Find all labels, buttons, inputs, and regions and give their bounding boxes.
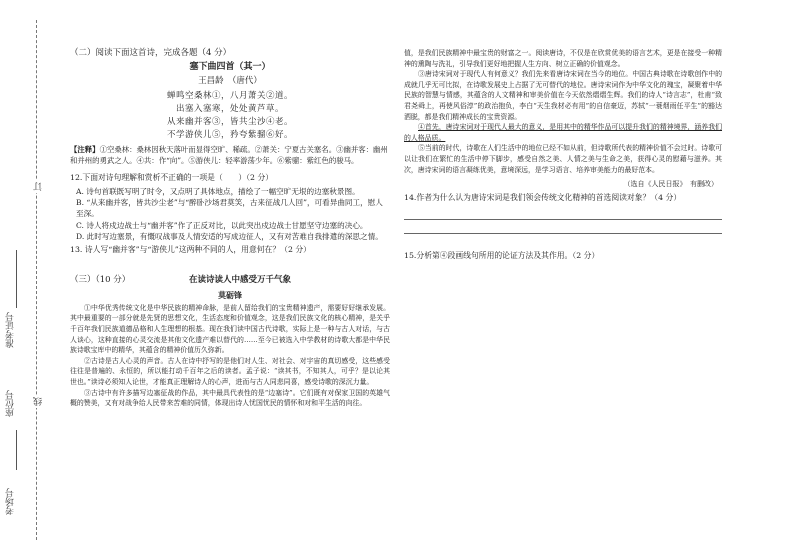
poem-author: 王昌龄 （唐代） (198, 76, 262, 87)
id-number-label: 准考证号 (6, 312, 16, 348)
question-15: 15.分析第④段画线句所用的论证方法及其作用。（2 分） (404, 250, 600, 260)
underlined-sentence: ④首先，唐诗宋词对于现代人最大的意义，是用其中的精华作品可以提升我们的精神境界，涵养我们的人格品质。 (404, 123, 722, 142)
question-13: 13. 诗人写“幽并客”与“游侠儿”这两种不同的人，用意何在？（2 分） (70, 244, 311, 254)
article-paragraph: ⑤当前的时代，诗歌在人们生活中的地位已经不如从前，但诗歌所代表的精神价值不会过时。诗歌可以让我们在繁忙的生活中停下脚步，感受自然之美、人情之美与生命之美，获得心灵的慰藉与滋养。其次，唐诗宋词的语言凝练优美，意境深远，是学习语言、培养审美能力的最好范本。 (404, 144, 722, 174)
poem-line: 蝉鸣空桑林①，八月萧关②道。 (166, 90, 293, 101)
seat-number-label: 座位号 (6, 390, 16, 417)
line-mark: 线 (34, 397, 44, 406)
binding-dashed-line (36, 20, 37, 540)
poem-line: 出塞入塞寒，处处黄芦草。 (175, 103, 284, 114)
id-number-blank (16, 250, 17, 308)
poem-title: 塞下曲四首（其一） (189, 62, 271, 73)
article-paragraph: ③唐诗宋词对于现代人有何意义？我们先来看唐诗宋词在当今的地位。中国古典诗歌在诗歌创作中的成就几乎无可比拟，在诗歌发展史上占据了无可替代的地位。唐诗宋词作为中华文化的瑰宝，凝聚着中华民族的智慧与情感，其蕴含的人文精神和审美价值在今天依然熠熠生辉。我们的诗人“诗言志”，杜甫“致君尧舜上，再使风俗淳”的政治抱负，李白“天生我材必有用”的自信豪迈，苏轼“一蓑烟雨任平生”的豁达洒脱，都是我们精神成长的宝贵资源。 (404, 70, 722, 121)
q12-option-a: A. 诗句首联既写明了时令，又点明了具体地点，描绘了一幅空旷无垠的边塞秋景图。 (76, 186, 360, 196)
question-12: 12.下面对诗句理解和赏析不正确的一项是（ ）（2 分） (70, 173, 274, 183)
note-text: ①空桑林：桑林因秋天落叶而显得空旷、稀疏。②萧关：宁夏古关塞名。③幽并客：幽州和并州的勇武之人。④共：作“向”。⑤游侠儿：轻率游荡少年。⑥紫骝：紫红色的骏马。 (70, 145, 388, 166)
right-column (404, 48, 722, 263)
question-14: 14.作者为什么认为唐诗宋词是我们领会传统文化精神的首选阅读对象？（4 分） (404, 193, 682, 203)
cut-mark: 订 (34, 182, 44, 191)
section3-heading: （三）（10 分） (70, 275, 131, 286)
q12-option-c: C. 诗人将戍边战士与“幽并客”作了正反对比，以此突出戍边战士甘愿坚守边塞的决心。 (76, 220, 368, 230)
exam-room-label: 考场号 (6, 488, 16, 515)
article-source: （选自《人民日报》 有删改） (623, 180, 718, 189)
poem-line: 从来幽并客③，皆共尘沙④老。 (166, 117, 293, 128)
binding-gutter (0, 0, 60, 560)
article-paragraph: 值，是我们民族精神中最宝贵的财富之一。阅读唐诗，不仅是在欣赏优美的语言艺术，更是在接受一种精神的熏陶与洗礼，引导我们更好地把握人生方向、树立正确的价值观念。 (404, 49, 722, 68)
q12-option-b: B. “从来幽并客，皆共沙尘老”与“醉卧沙场君莫笑，古来征战几人回”，可看异曲同工，慰人至深。 (76, 198, 383, 219)
seat-number-blank (16, 430, 17, 470)
answer-line[interactable] (404, 220, 722, 234)
answer-line[interactable] (404, 206, 722, 220)
article-title: 在读诗读人中感受万千气象 (188, 275, 291, 286)
article-paragraph: ②古诗是古人心灵的声音。古人在诗中抒写的是他们对人生、对社会、对宇宙的真切感受，这些感受往往是普遍的、永恒的，所以能打动千百年之后的读者。孟子说：“读其书，不知其人，可乎？是以论其世也。”读诗必须知人论世，才能真正理解诗人的心声，进而与古人同悲同喜，感受诗歌的深沉力量。 (70, 356, 390, 386)
q12-option-d: D. 此时写边塞景，有慨叹战事及人情安适的写成边征人，又有对苦难自我排遣的深思之情。 (76, 231, 383, 241)
section3-header (70, 275, 390, 289)
poem-line: 不学游侠儿⑤，矜夸紫骝⑥好。 (166, 130, 293, 141)
article-paragraph: ③古诗中有许多描写边塞征战的作品，其中最具代表性的是“边塞诗”。它们既有对保家卫国的英雄气概的赞美，又有对战争给人民带来苦难的同情，体现出诗人忧国忧民的情怀和对和平生活的向往。 (70, 388, 390, 408)
article-paragraph: ①中华优秀传统文化是中华民族的精神命脉，是前人留给我们的宝贵精神遗产，需要好好继承发展。其中最重要的一部分就是先贤的思想文化，生活态度和价值观念，这是我们民族文化的核心精神，是关乎千百年我们民族道德品格和人生理想的根基。现在我们读中国古代诗歌，实际上是一种与古人对话，与古人谈心，这种直接的心灵交流是其他文化遗产难以替代的……至今已被选入中学教材的诗歌大都是中华民族诗歌宝库中的精华，其蕴含的精神价值历久弥新。 (70, 303, 390, 355)
section2-heading: （二）阅读下面这首诗，完成各题（4 分） (70, 48, 232, 58)
article-author: 莫砺锋 (218, 289, 242, 300)
note-label: 【注释】 (70, 145, 100, 155)
poem-notes (70, 144, 390, 166)
left-column (70, 48, 390, 409)
